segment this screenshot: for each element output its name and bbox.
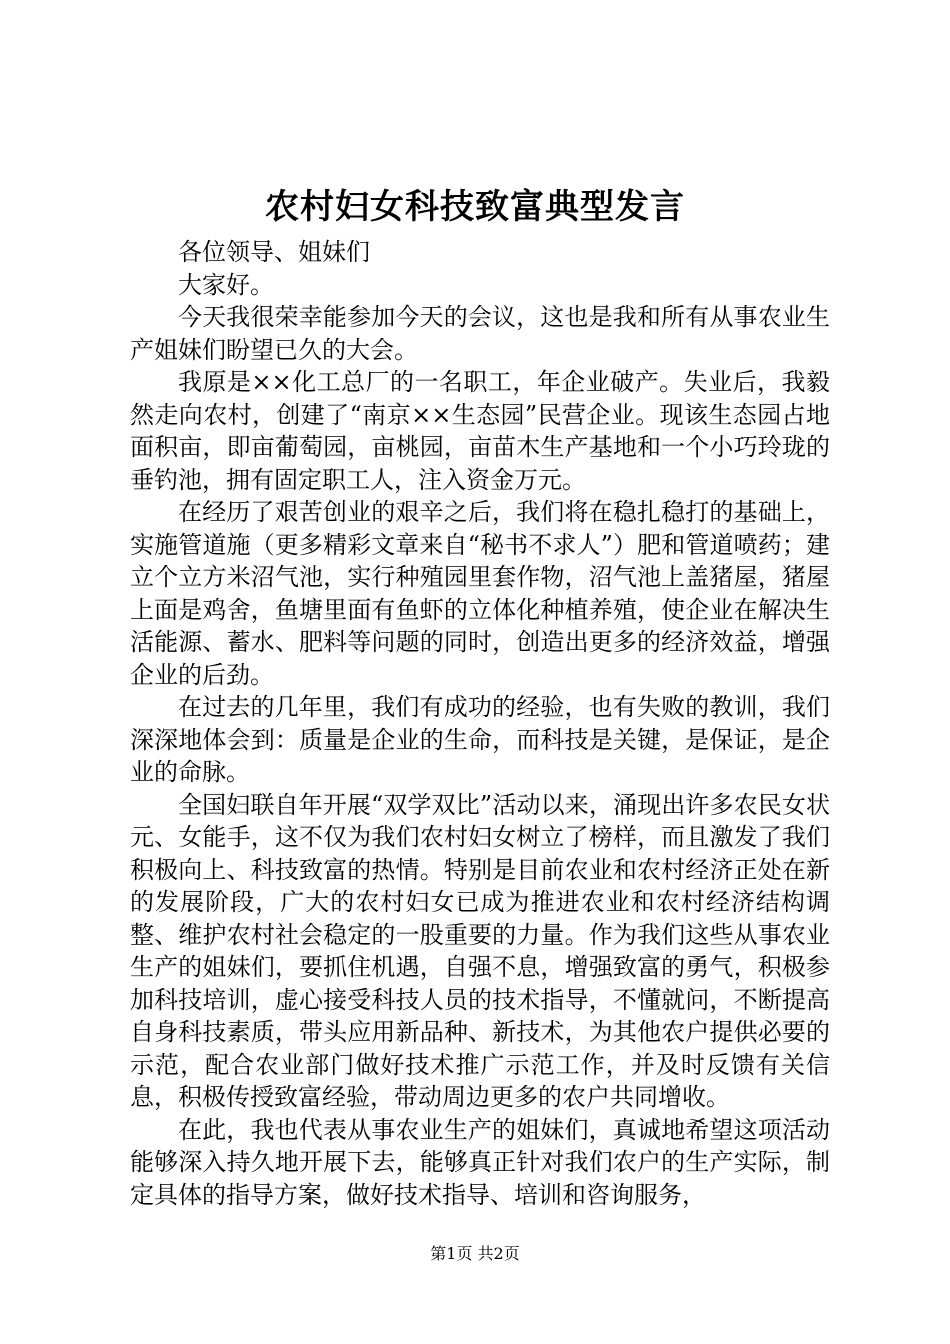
greeting: 大家好。 bbox=[178, 270, 274, 299]
salutation: 各位领导、姐妹们 bbox=[178, 238, 370, 266]
paragraph: 在经历了艰苦创业的艰辛之后，我们将在稳扎稳打的基础上，实施管道施（更多精彩文章来自“秘书不求人”）肥和管道喷药；建立个立方米沼气池，实行种殖园里套作物，沼气池上盖猪屋，猪屋上面是鸡舍，鱼塘里面有鱼虾的立体化种植养殖，使企业在解决生活能源、蓄水、肥料等问题的同时，创造出更多的经济效益，增强企业的后劲。 bbox=[130, 498, 830, 689]
paragraph: 全国妇联自年开展“双学双比”活动以来，涌现出许多农民女状元、女能手，这不仅为我们农村妇女树立了榜样，而且激发了我们积极向上、科技致富的热情。特别是目前农业和农村经济正处在新的发展阶段，广大的农村妇女已成为推进农业和农村经济结构调整、维护农村社会稳定的一股重要的力量。作为我们这些从事农业生产的姐妹们，要抓住机遇，自强不息，增强致富的勇气，积极参加科技培训，虚心接受科技人员的技术指导，不懂就问，不断提高自身科技素质，带头应用新品种、新技术，为其他农户提供必要的示范，配合农业部门做好技术推广示范工作，并及时反馈有关信息，积极传授致富经验，带动周边更多的农户共同增收。 bbox=[130, 790, 830, 1111]
page-number-footer: 第1页 共2页 bbox=[430, 1244, 520, 1263]
document-title: 农村妇女科技致富典型发言 bbox=[265, 187, 685, 227]
paragraph: 我原是××化工总厂的一名职工，年企业破产。失业后，我毅然走向农村，创建了“南京××生态园”民营企业。现该生态园占地面积亩，即亩葡萄园，亩桃园，亩苗木生产基地和一个小巧玲珑的垂钓池，拥有固定职工人，注入资金万元。 bbox=[130, 368, 830, 494]
paragraph: 在此，我也代表从事农业生产的姐妹们，真诚地希望这项活动能够深入持久地开展下去，能够真正针对我们农户的生产实际，制定具体的指导方案，做好技术指导、培训和咨询服务， bbox=[130, 1115, 830, 1209]
paragraph: 在过去的几年里，我们有成功的经验，也有失败的教训，我们深深地体会到：质量是企业的生命，而科技是关键，是保证，是企业的命脉。 bbox=[130, 693, 830, 786]
paragraph: 今天我很荣幸能参加今天的会议，这也是我和所有从事农业生产姐妹们盼望已久的大会。 bbox=[130, 303, 830, 364]
document-body bbox=[130, 236, 830, 1211]
